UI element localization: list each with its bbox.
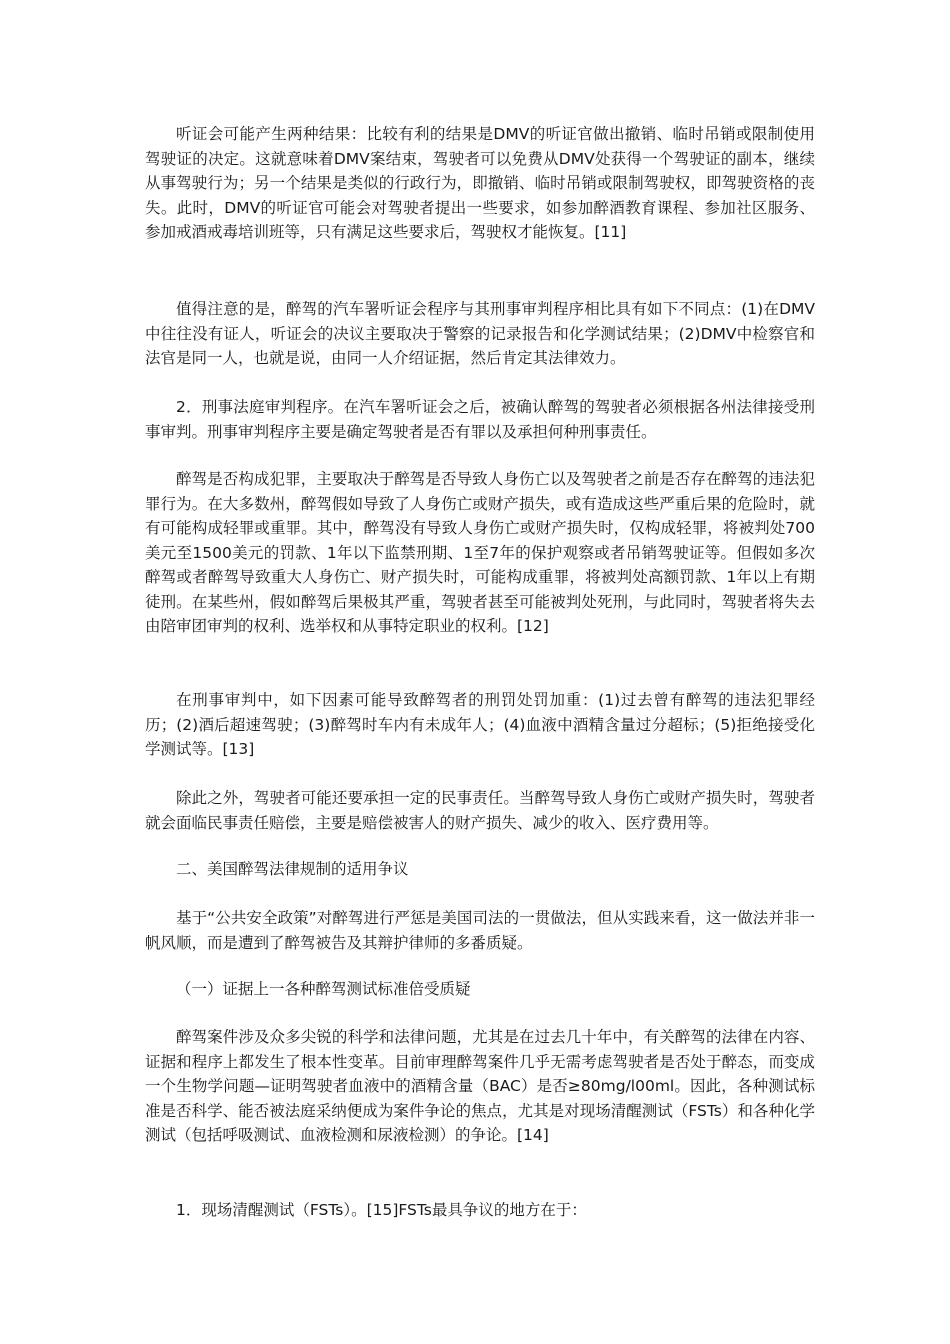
subsection-heading-evidence: （一）证据上一各种醉驾测试标准倍受质疑 [176,980,471,998]
section-heading-disputes: 二、美国醉驾法律规制的适用争议 [176,860,409,878]
paragraph-hearing-outcomes: 听证会可能产生两种结果：比较有利的结果是DMV的听证官做出撤销、临时吊销或限制使用驾驶证的决定。这就意味着DMV案结束，驾驶者可以免费从DMV处获得一个驾驶证的副本，继续从事驾驶行为；另一个结果是类似的行政行为，即撤销、临时吊销或限制驾驶权，即驾驶资格的丧失。此时，DMV的听证官可能会对驾驶者提出一些要求，如参加醉酒教育课程、参加社区服务、参加戒酒戒毒培训班等，只有满足这些要求后，驾驶权才能恢复。[11] [145,125,815,241]
paragraph-public-safety-policy: 基于“公共安全政策”对醉驾进行严惩是美国司法的一贯做法，但从实践来看，这一做法并非一帆风顺，而是遭到了醉驾被告及其辩护律师的多番质疑。 [145,909,815,952]
paragraph-criminal-trial-procedure: 2．刑事法庭审判程序。在汽车署听证会之后，被确认醉驾的驾驶者必须根据各州法律接受刑事审判。刑事审判程序主要是确定驾驶者是否有罪以及承担何种刑事责任。 [145,398,815,441]
paragraph-scientific-issues: 醉驾案件涉及众多尖锐的科学和法律问题，尤其是在过去几十年中，有关醉驾的法律在内容、证据和程序上都发生了根本性变革。目前审理醉驾案件几乎无需考虑驾驶者是否处于醉态，而变成一个生物学问题—证明驾驶者血液中的酒精含量（BAC）是否≥80mg/l00ml。因此，各种测试标准是否科学、能否被法庭采纳便成为案件争论的焦点，尤其是对现场清醒测试（FSTs）和各种化学测试（包括呼吸测试、血液检测和尿液检测）的争论。[14] [145,1028,815,1144]
paragraph-field-sobriety-tests: 1．现场清醒测试（FSTs）。[15]FSTs最具争议的地方在于： [176,1201,587,1219]
paragraph-dmv-differences: 值得注意的是，醉驾的汽车署听证会程序与其刑事审判程序相比具有如下不同点：(1)在DMV中往往没有证人，听证会的决议主要取决于警察的记录报告和化学测试结果；(2)DMV中检察官和法官是同一人，也就是说，由同一人介绍证据，然后肯定其法律效力。 [145,300,815,367]
paragraph-civil-liability: 除此之外，驾驶者可能还要承担一定的民事责任。当醉驾导致人身伤亡或财产损失时，驾驶者就会面临民事责任赔偿，主要是赔偿被害人的财产损失、减少的收入、医疗费用等。 [145,789,815,832]
paragraph-aggravating-factors: 在刑事审判中，如下因素可能导致醉驾者的刑罚处罚加重：(1)过去曾有醉驾的违法犯罪经历；(2)酒后超速驾驶；(3)醉驾时车内有未成年人；(4)血液中酒精含量过分超标；(5)拒绝接受化学测试等。[13] [145,691,815,758]
paragraph-dui-crime-criteria: 醉驾是否构成犯罪，主要取决于醉驾是否导致人身伤亡以及驾驶者之前是否存在醉驾的违法犯罪行为。在大多数州，醉驾假如导致了人身伤亡或财产损失，或有造成这些严重后果的危险时，就有可能构成轻罪或重罪。其中，醉驾没有导致人身伤亡或财产损失时，仅构成轻罪，将被判处700美元至1500美元的罚款、1年以下监禁刑期、1至7年的保护观察或者吊销驾驶证等。但假如多次醉驾或者醉驾导致重大人身伤亡、财产损失时，可能构成重罪，将被判处高额罚款、1年以上有期徒刑。在某些州，假如醉驾后果极其严重，驾驶者甚至可能被判处死刑，与此同时，驾驶者将失去由陪审团审判的权利、选举权和从事特定职业的权利。[12] [145,470,815,635]
